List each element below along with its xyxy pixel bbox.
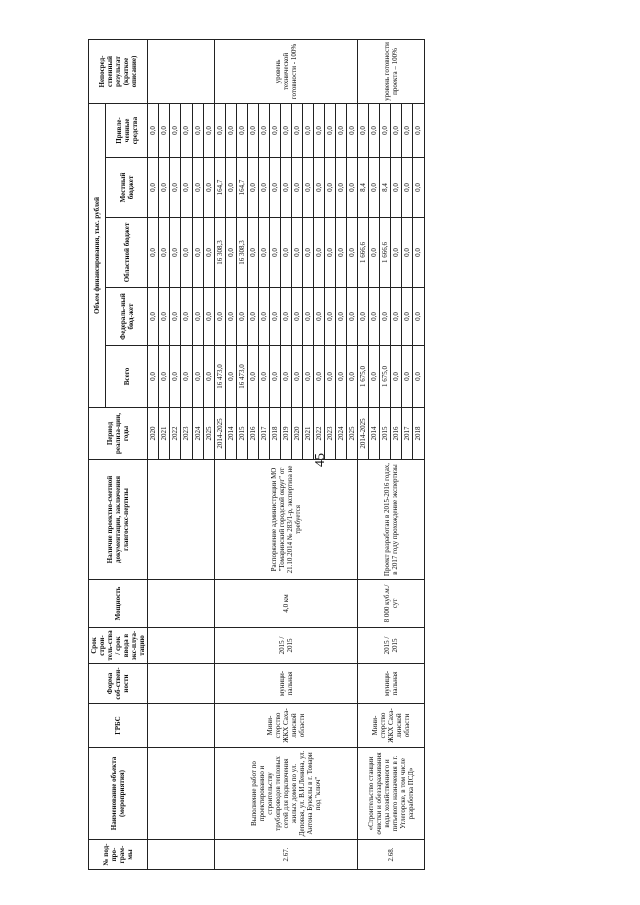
period-cell: 2015 [380,408,391,460]
regional-cell: 0,0 [369,218,380,288]
regional-cell: 0,0 [391,218,402,288]
private-cell: 0,0 [314,104,325,158]
federal-cell: 0,0 [203,288,214,346]
federal-cell: 0,0 [192,288,203,346]
period-cell: 2014 [369,408,380,460]
period-cell: 2015 [236,408,247,460]
regional-cell: 16 308,3 [236,218,247,288]
total-cell: 0,0 [302,346,313,408]
local-cell: 0,0 [402,158,413,218]
local-cell: 0,0 [369,158,380,218]
local-cell: 0,0 [225,158,236,218]
total-cell: 0,0 [325,346,336,408]
federal-cell: 0,0 [413,288,424,346]
period-cell: 2018 [413,408,424,460]
federal-cell: 0,0 [336,288,347,346]
regional-cell: 0,0 [225,218,236,288]
private-cell: 0,0 [159,104,170,158]
total-cell: 0,0 [402,346,413,408]
federal-cell: 0,0 [247,288,258,346]
period-cell: 2014-2025 [358,408,369,460]
private-cell: 0,0 [192,104,203,158]
private-cell: 0,0 [413,104,424,158]
federal-cell: 0,0 [280,288,291,346]
period-cell: 2020 [148,408,159,460]
total-cell: 0,0 [291,346,302,408]
header-federal: Федераль-ный бюд-жет [106,288,148,346]
regional-cell: 0,0 [402,218,413,288]
empty-cell [148,664,214,704]
total-cell: 0,0 [269,346,280,408]
private-cell: 0,0 [258,104,269,158]
private-cell: 0,0 [269,104,280,158]
empty-cell [148,704,214,748]
total-cell: 0,0 [413,346,424,408]
header-term: Срок строи-тель-ства / срок ввода в экс-плуа-тацию [89,628,148,664]
local-cell: 0,0 [291,158,302,218]
regional-cell: 0,0 [314,218,325,288]
total-cell: 0,0 [159,346,170,408]
result-cell [148,40,214,104]
total-cell: 1 675,0 [380,346,391,408]
total-cell: 0,0 [192,346,203,408]
period-cell: 2020 [291,408,302,460]
period-cell: 2023 [181,408,192,460]
local-cell: 0,0 [148,158,159,218]
private-cell: 0,0 [203,104,214,158]
header-docs: Наличие проектно-сметной документации, заключения главгосэкс-пертизы [89,460,148,580]
local-cell: 0,0 [391,158,402,218]
header-regional: Областной бюджет [106,218,148,288]
total-cell: 0,0 [369,346,380,408]
object-result: уровень готовности проекта – 100% [358,40,424,104]
page-number: 45 [313,453,328,467]
federal-cell: 0,0 [402,288,413,346]
private-cell: 0,0 [236,104,247,158]
regional-cell: 0,0 [291,218,302,288]
object-name: «Строительство станции очистки и обеззараживания воды хозяйственного и питьевого назначения в г. Углегорске, в том числе разработка ПСД» [358,748,424,840]
total-cell: 0,0 [347,346,358,408]
regional-cell: 0,0 [280,218,291,288]
object-form: муници-пальная [214,664,358,704]
total-cell: 0,0 [181,346,192,408]
period-cell: 2024 [192,408,203,460]
period-cell: 2017 [258,408,269,460]
header-local: Местный бюджет [106,158,148,218]
regional-cell: 1 666,6 [380,218,391,288]
total-cell: 0,0 [336,346,347,408]
regional-cell: 0,0 [181,218,192,288]
total-cell: 16 473,0 [214,346,225,408]
federal-cell: 0,0 [214,288,225,346]
federal-cell: 0,0 [314,288,325,346]
total-cell: 0,0 [170,346,181,408]
period-cell: 2016 [391,408,402,460]
local-cell: 164,7 [214,158,225,218]
object-number: 2.68. [358,840,424,870]
local-cell: 0,0 [280,158,291,218]
total-cell: 0,0 [247,346,258,408]
federal-cell: 0,0 [181,288,192,346]
regional-cell: 0,0 [347,218,358,288]
regional-cell: 0,0 [148,218,159,288]
header-funding: Объем финансирования, тыс. рублей [89,104,106,408]
period-cell: 2014 [225,408,236,460]
object-term: 2015 / 2015 [358,628,424,664]
regional-cell: 0,0 [258,218,269,288]
empty-cell [148,628,214,664]
total-cell: 0,0 [391,346,402,408]
regional-cell: 0,0 [336,218,347,288]
financing-table [88,39,425,870]
financing-table-wrapper [88,10,618,870]
local-cell: 0,0 [192,158,203,218]
local-cell: 0,0 [302,158,313,218]
federal-cell: 0,0 [369,288,380,346]
private-cell: 0,0 [369,104,380,158]
private-cell: 0,0 [214,104,225,158]
local-cell: 0,0 [336,158,347,218]
object-capacity: 4,0 км [214,580,358,628]
local-cell: 164,7 [236,158,247,218]
period-cell: 2024 [336,408,347,460]
header-total: Всего [106,346,148,408]
empty-cell [148,460,214,580]
regional-cell: 0,0 [159,218,170,288]
federal-cell: 0,0 [148,288,159,346]
local-cell: 0,0 [203,158,214,218]
header-private: Привле-ченные средства [106,104,148,158]
private-cell: 0,0 [336,104,347,158]
private-cell: 0,0 [347,104,358,158]
regional-cell: 0,0 [325,218,336,288]
table-row [148,40,159,870]
header-form: Форма соб-ствен-ности [89,664,148,704]
regional-cell: 0,0 [413,218,424,288]
period-cell: 2017 [402,408,413,460]
federal-cell: 0,0 [269,288,280,346]
total-cell: 0,0 [203,346,214,408]
local-cell: 8,4 [380,158,391,218]
period-cell: 2019 [280,408,291,460]
table-row [358,40,369,870]
object-name: Выполнение работ по проектированию и строительству трубопроводов тепловых сетей для подключения жилых домов по ул. Деповая, ул. В.И.Ленина, ул. Антона Буюклы в г. Томари под "ключ" [214,748,358,840]
total-cell: 0,0 [225,346,236,408]
regional-cell: 0,0 [269,218,280,288]
regional-cell: 0,0 [203,218,214,288]
period-cell: 2022 [314,408,325,460]
object-result: уровень технической готовности - 100% [214,40,358,104]
local-cell: 0,0 [181,158,192,218]
total-cell: 0,0 [314,346,325,408]
federal-cell: 0,0 [159,288,170,346]
period-cell: 2023 [325,408,336,460]
regional-cell: 16 308,3 [214,218,225,288]
empty-cell [148,840,214,870]
federal-cell: 0,0 [325,288,336,346]
private-cell: 0,0 [148,104,159,158]
private-cell: 0,0 [181,104,192,158]
period-cell: 2021 [159,408,170,460]
local-cell: 0,0 [170,158,181,218]
object-term: 2015 / 2015 [214,628,358,664]
header-result: Непосред-ственный результат (краткое описание) [89,40,148,104]
period-cell: 2021 [302,408,313,460]
local-cell: 0,0 [258,158,269,218]
federal-cell: 0,0 [258,288,269,346]
federal-cell: 0,0 [380,288,391,346]
regional-cell: 0,0 [247,218,258,288]
private-cell: 0,0 [358,104,369,158]
period-cell: 2018 [269,408,280,460]
regional-cell: 1 666,6 [358,218,369,288]
federal-cell: 0,0 [358,288,369,346]
object-grbs: Мини-стерство ЖКХ Саха-линской области [358,704,424,748]
local-cell: 0,0 [347,158,358,218]
header-grbs: ГРБС [89,704,148,748]
table-body [148,40,424,870]
private-cell: 0,0 [225,104,236,158]
local-cell: 0,0 [314,158,325,218]
federal-cell: 0,0 [302,288,313,346]
regional-cell: 0,0 [302,218,313,288]
object-number: 2.67. [214,840,358,870]
local-cell: 0,0 [159,158,170,218]
private-cell: 0,0 [280,104,291,158]
private-cell: 0,0 [302,104,313,158]
private-cell: 0,0 [291,104,302,158]
private-cell: 0,0 [170,104,181,158]
local-cell: 0,0 [413,158,424,218]
object-form: муници-пальная [358,664,424,704]
federal-cell: 0,0 [170,288,181,346]
total-cell: 0,0 [258,346,269,408]
local-cell: 8,4 [358,158,369,218]
object-capacity: 8 000 куб.м./сут [358,580,424,628]
regional-cell: 0,0 [170,218,181,288]
period-cell: 2016 [247,408,258,460]
private-cell: 0,0 [247,104,258,158]
local-cell: 0,0 [325,158,336,218]
total-cell: 0,0 [280,346,291,408]
local-cell: 0,0 [269,158,280,218]
period-cell: 2014-2025 [214,408,225,460]
private-cell: 0,0 [402,104,413,158]
object-docs: Распоряжение администрации МО "Томаринский городской округ" от 21.10.2014 № 283/1-р, экспертиза не требуется [214,460,358,580]
federal-cell: 0,0 [291,288,302,346]
period-cell: 2025 [347,408,358,460]
total-cell: 16 473,0 [236,346,247,408]
header-capacity: Мощность [89,580,148,628]
federal-cell: 0,0 [347,288,358,346]
object-grbs: Мини-стерство ЖКХ Саха-линской области [214,704,358,748]
total-cell: 1 675,0 [358,346,369,408]
regional-cell: 0,0 [192,218,203,288]
object-docs: Проект разработан в 2015-2016 годах, в 2017 году прохождение экспертизы [358,460,424,580]
federal-cell: 0,0 [236,288,247,346]
private-cell: 0,0 [380,104,391,158]
federal-cell: 0,0 [391,288,402,346]
table-row [214,40,225,870]
private-cell: 0,0 [391,104,402,158]
header-no: № под-про-грам-мы [89,840,148,870]
total-cell: 0,0 [148,346,159,408]
empty-cell [148,580,214,628]
header-name: Наименование объекта (мероприятия) [89,748,148,840]
period-cell: 2025 [203,408,214,460]
header-period: Период реализа-ции, годы [89,408,148,460]
federal-cell: 0,0 [225,288,236,346]
period-cell: 2022 [170,408,181,460]
private-cell: 0,0 [325,104,336,158]
local-cell: 0,0 [247,158,258,218]
empty-cell [148,748,214,840]
